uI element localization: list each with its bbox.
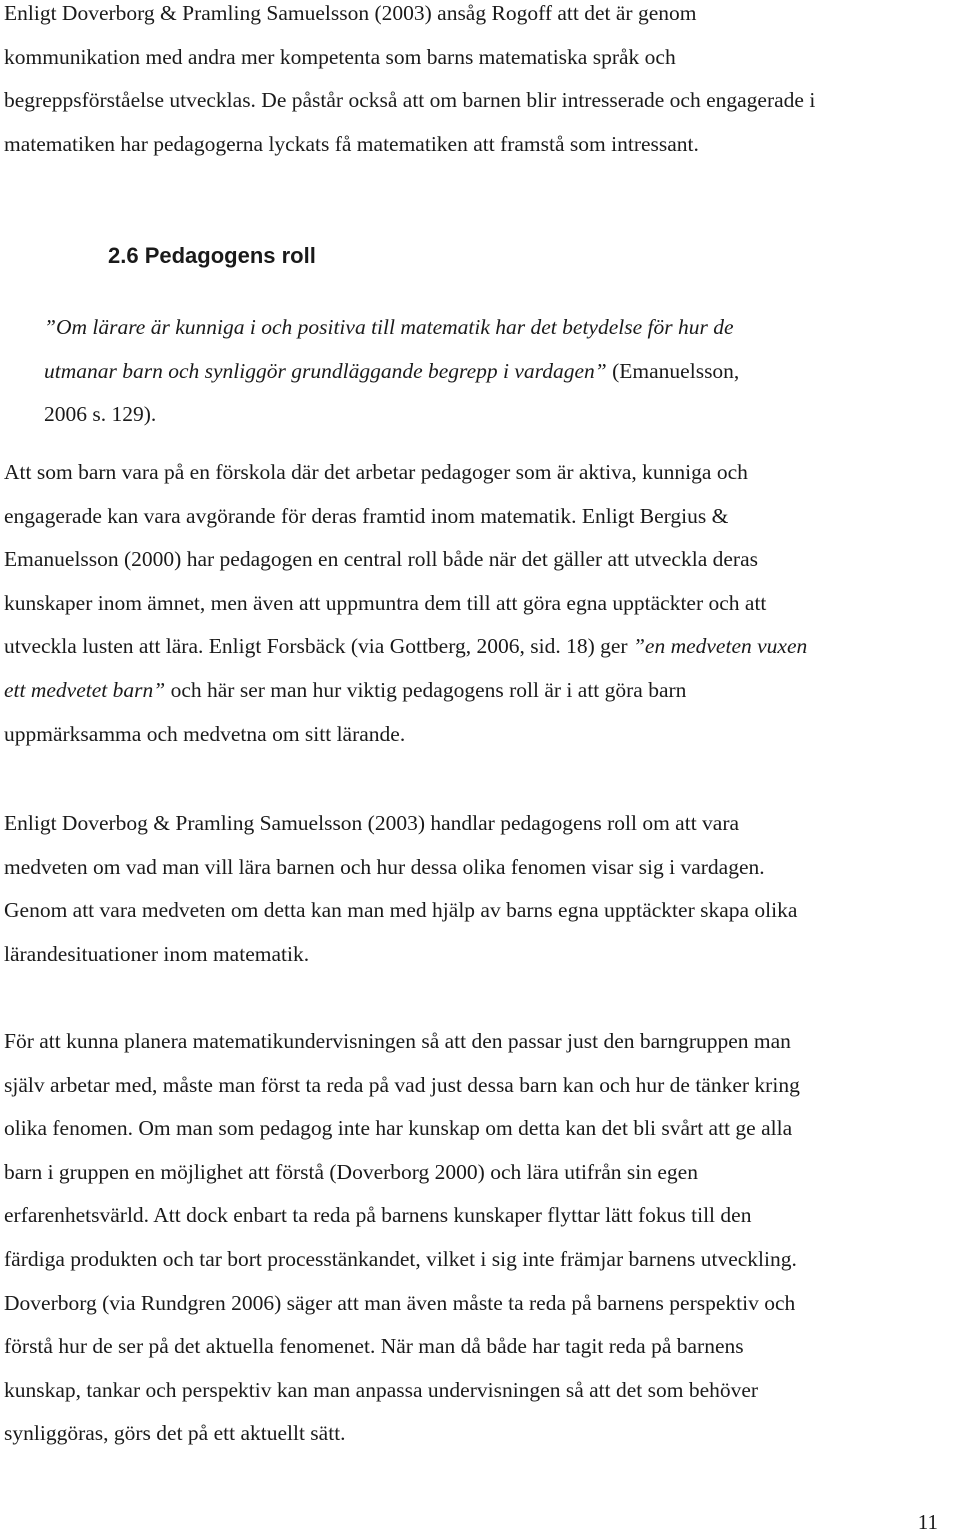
text-line: barn i gruppen en möjlighet att förstå (Doverborg 2000) och lära utifrån sin egen <box>4 1159 698 1184</box>
paragraph-planning <box>4 1020 959 1456</box>
text-line: För att kunna planera matematikundervisningen så att den passar just den barngruppen man <box>4 1029 791 1053</box>
text-line <box>4 625 959 669</box>
text-line <box>44 350 959 394</box>
text-line: begreppsförståelse utvecklas. De påstår också att om barnen blir intresserade och engagerade i <box>4 88 816 113</box>
paragraph-awareness <box>4 802 959 976</box>
plain-text: och här ser man hur viktig pedagogens roll är i att göra barn <box>165 677 687 702</box>
paragraph-role <box>4 451 959 756</box>
text-line: Genom att vara medveten om detta kan man med hjälp av barns egna upptäckter skapa olika <box>4 898 798 923</box>
text-line: engagerade kan vara avgörande för deras framtid inom matematik. Enligt Bergius & <box>4 503 729 528</box>
text-line: 2006 s. 129). <box>44 402 157 427</box>
text-line: Enligt Doverbog & Pramling Samuelsson (2003) handlar pedagogens roll om att vara <box>4 811 740 835</box>
paragraph-intro <box>4 0 959 166</box>
quote-text: utmanar barn och synliggör grundläggande begrepp i vardagen” <box>44 358 607 383</box>
italic-quote: ”en medveten vuxen <box>632 634 808 659</box>
text-line: Doverborg (via Rundgren 2006) säger att man även måste ta reda på barnens perspektiv och <box>4 1290 796 1315</box>
text-line: olika fenomen. Om man som pedagog inte har kunskap om detta kan det bli svårt att ge alla <box>4 1116 793 1141</box>
text-line: matematiken har pedagogerna lyckats få matematiken att framstå som intressant. <box>4 131 699 156</box>
text-line <box>4 669 959 713</box>
block-quote <box>44 306 959 437</box>
text-line: erfarenhetsvärld. Att dock enbart ta reda på barnens kunskaper flyttar lätt fokus till den <box>4 1203 752 1228</box>
italic-quote: ett medvetet barn” <box>4 677 166 702</box>
text-line <box>44 306 959 350</box>
text-line: uppmärksamma och medvetna om sitt lärande. <box>4 721 406 746</box>
text-line: kunskaper inom ämnet, men även att uppmuntra dem till att göra egna upptäckter och att <box>4 590 767 615</box>
citation-text: (Emanuelsson, <box>606 358 740 383</box>
text-line: medveten om vad man vill lära barnen och hur dessa olika fenomen visar sig i vardagen. <box>4 854 765 879</box>
page-number: 11 <box>917 1510 938 1534</box>
text-line: lärandesituationer inom matematik. <box>4 941 310 966</box>
text-line: kunskap, tankar och perspektiv kan man anpassa undervisningen så att det som behöver <box>4 1377 759 1402</box>
text-line: Enligt Doverborg & Pramling Samuelsson (2003) ansåg Rogoff att det är genom <box>4 1 697 25</box>
text-line: kommunikation med andra mer kompetenta som barns matematiska språk och <box>4 44 676 69</box>
text-line: Emanuelsson (2000) har pedagogen en central roll både när det gäller att utveckla deras <box>4 547 758 572</box>
text-line: Att som barn vara på en förskola där det arbetar pedagoger som är aktiva, kunniga och <box>4 460 748 484</box>
plain-text: utveckla lusten att lära. Enligt Forsbäck (via Gottberg, 2006, sid. 18) ger <box>4 634 633 659</box>
section-heading: 2.6 Pedagogens roll <box>108 243 316 268</box>
text-line: själv arbetar med, måste man först ta reda på vad just dessa barn kan och hur de tänker kring <box>4 1072 800 1097</box>
quote-text: ”Om lärare är kunniga i och positiva till matematik har det betydelse för hur de <box>44 315 734 339</box>
text-line: färdiga produkten och tar bort processtänkandet, vilket i sig inte främjar barnens utveckling. <box>4 1246 797 1271</box>
text-line: synliggöras, görs det på ett aktuellt sätt. <box>4 1421 346 1446</box>
text-line: förstå hur de ser på det aktuella fenomenet. När man då både har tagit reda på barnens <box>4 1334 744 1359</box>
